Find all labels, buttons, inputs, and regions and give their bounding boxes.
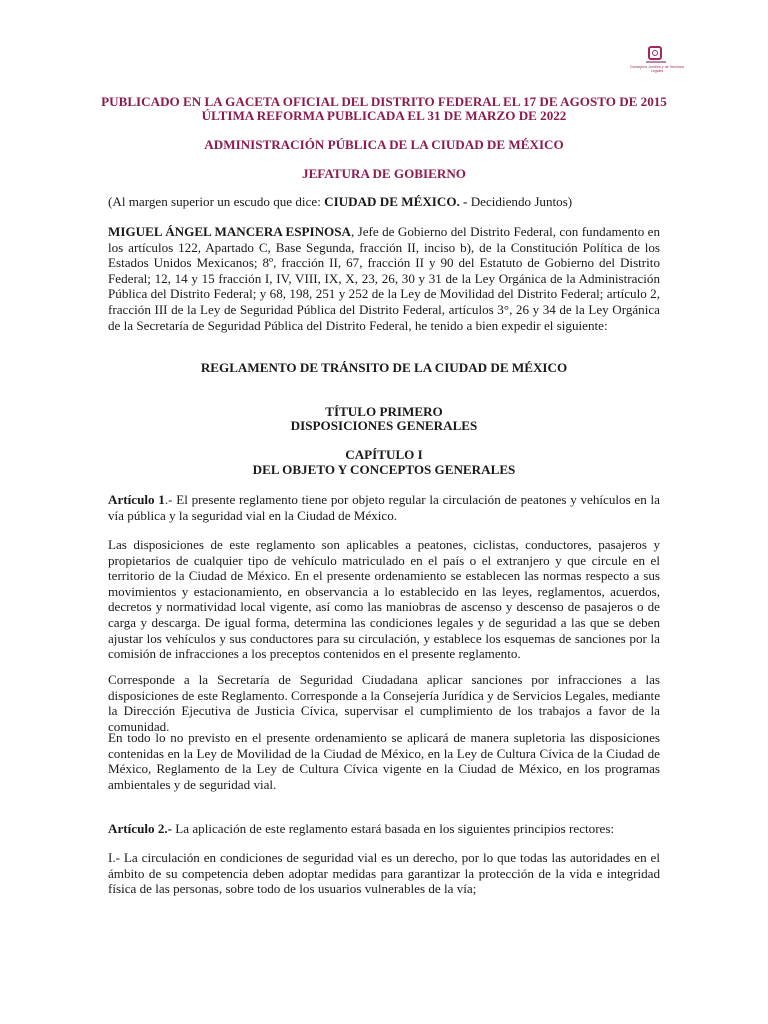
- logo-bar: [646, 61, 666, 63]
- capitulo-subheading: DEL OBJETO Y CONCEPTOS GENERALES: [252, 462, 516, 477]
- article-2-label: Artículo 2.-: [108, 821, 172, 836]
- last-reform-line: ÚLTIMA REFORMA PUBLICADA EL 31 DE MARZO DE 2022: [201, 108, 567, 123]
- sanctions-paragraph: Corresponde a la Secretaría de Seguridad Ciudadana aplicar sanciones por infracciones a las disposiciones de este Reglamento. Corresponde a la Consejería Jurídica y de Servicios Legales, mediante la Dirección Ejecutiva de Justicia Cívica, supervisar el cumplimiento de los trabajos a favor de la comunidad.: [108, 672, 660, 734]
- supplementary-law-paragraph: En todo lo no previsto en el presente ordenamiento se aplicará de manera supletoria las disposiciones contenidas en la Ley de Movilidad de la Ciudad de México, en la Ley de Cultura Cívica de la Ciudad de México, Reglamento de la Ley de Cultura Cívica vigente en la Ciudad de México, en los programas ambientales y de seguridad vial.: [108, 730, 660, 792]
- article-2-paragraph: Artículo 2.- La aplicación de este reglamento estará basada en los siguientes principios rectores:: [108, 821, 615, 836]
- article-1-label: Artículo 1: [108, 492, 165, 507]
- governor-name: MIGUEL ÁNGEL MANCERA ESPINOSA: [108, 224, 351, 239]
- margin-note-bold: CIUDAD DE MÉXICO. -: [324, 194, 468, 209]
- publication-line: PUBLICADO EN LA GACETA OFICIAL DEL DISTRITO FEDERAL EL 17 DE AGOSTO DE 2015: [101, 94, 667, 109]
- principle-i-paragraph: I.- La circulación en condiciones de seguridad vial es un derecho, por lo que todas las autoridades en el ámbito de su competencia deben adoptar medidas para garantizar la protección de la vida e integridad física de las personas, sobre todo de los usuarios vulnerables de la vía;: [108, 850, 660, 897]
- article-1-paragraph: Artículo 1.- El presente reglamento tiene por objeto regular la circulación de peatones y vehículos en la vía pública y la seguridad vial en la Ciudad de México.: [108, 492, 660, 523]
- logo-emblem-icon: [648, 46, 662, 60]
- administration-heading: ADMINISTRACIÓN PÚBLICA DE LA CIUDAD DE MÉXICO: [204, 137, 564, 152]
- margin-note: (Al margen superior un escudo que dice: CIUDAD DE MÉXICO. - Decidiendo Juntos): [108, 194, 573, 209]
- titulo-heading: TÍTULO PRIMERO: [325, 404, 443, 419]
- regulation-title: REGLAMENTO DE TRÁNSITO DE LA CIUDAD DE MÉXICO: [200, 360, 568, 375]
- titulo-subheading: DISPOSICIONES GENERALES: [290, 418, 478, 433]
- intro-paragraph: MIGUEL ÁNGEL MANCERA ESPINOSA, Jefe de Gobierno del Distrito Federal, con fundamento en los artículos 122, Apartado C, Base Segunda, fracción II, inciso b), de la Constitución Política de los Estados Unidos Mexicanos; 8º, fracción II, 67, fracción II y 90 del Estatuto de Gobierno del Distrito Federal; 12, 14 y 15 fracción I, IV, VIII, IX, X, 23, 26, 30 y 31 de la Ley Orgánica de la Administración Pública del Distrito Federal; y 68, 198, 251 y 252 de la Ley de Movilidad del Distrito Federal; artículo 2, fracción III de la Ley de Seguridad Pública del Distrito Federal, artículos 3°, 26 y 34 de la Ley Orgánica de la Secretaría de Seguridad Pública del Distrito Federal, he tenido a bien expedir el siguiente:: [108, 224, 660, 333]
- jefatura-heading: JEFATURA DE GOBIERNO: [302, 166, 466, 181]
- applicability-paragraph: Las disposiciones de este reglamento son aplicables a peatones, ciclistas, conductores, pasajeros y propietarios de cualquier tipo de vehículo matriculado en el país o el extranjero y que circule en el territorio de la Ciudad de México. En el presente ordenamiento se establecen las normas respecto a sus movimientos y estacionamiento, en observancia a lo establecido en las leyes, reglamentos, acuerdos, decretos y normatividad local vigente, así como las maniobras de ascenso y descenso de pasajeros o de carga y descarga. De igual forma, determina las condiciones legales y de seguridad a las que se deben ajustar los vehículos y sus conductores para su circulación, y establece los esquemas de sanciones por la comisión de infracciones a los preceptos contenidos en el presente reglamento.: [108, 537, 660, 662]
- institution-logo: [628, 46, 684, 76]
- logo-caption: Consejería Jurídica y de Servicios Legales: [629, 65, 685, 73]
- capitulo-heading: CAPÍTULO I: [345, 447, 423, 462]
